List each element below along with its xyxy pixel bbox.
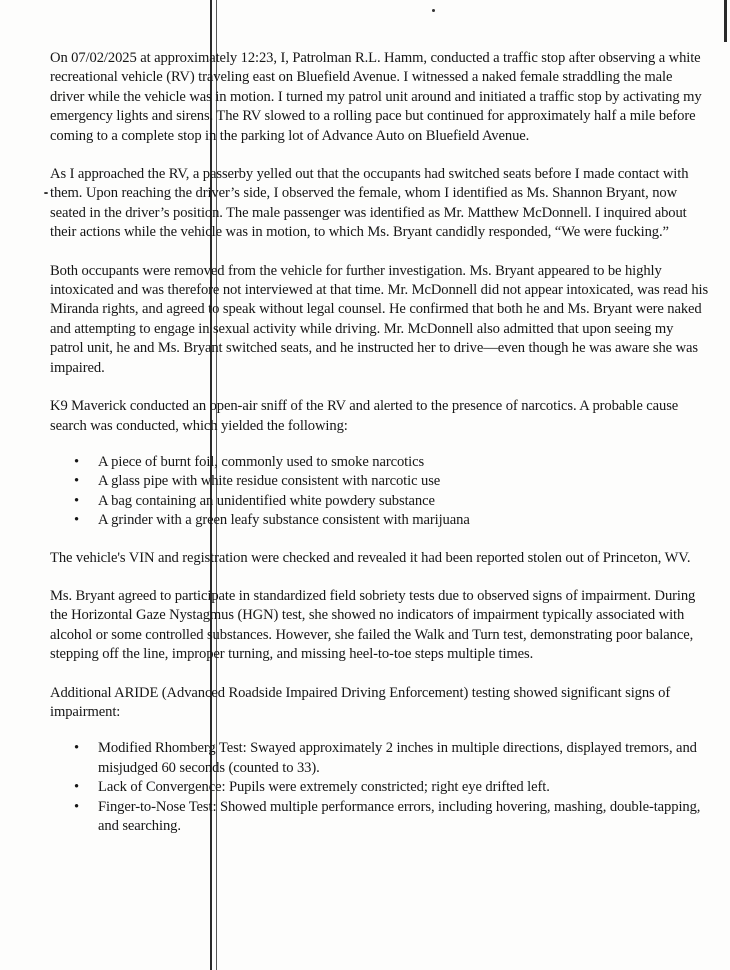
list-item (50, 472, 710, 491)
bullet-icon: • (74, 453, 80, 470)
list-item-text: A bag containing an unidentified white powdery substance (98, 492, 435, 509)
list-item-text: Modified Rhomberg Test: Swayed approximately 2 inches in multiple directions, displayed tremors, and misjudged 60 seconds (counted to 33). (98, 740, 697, 776)
list-item-text: Lack of Convergence: Pupils were extremely constricted; right eye drifted left. (98, 779, 550, 796)
paragraph-k9-search: K9 Maverick conducted an open-air sniff of the RV and alerted to the presence of narcotics. A probable cause search was conducted, which yielded the following: (50, 398, 679, 434)
scan-speck (44, 192, 48, 194)
scan-edge-mark (724, 0, 727, 42)
bullet-icon: • (74, 740, 80, 757)
bullet-icon: • (74, 798, 80, 815)
bullet-icon: • (74, 473, 80, 490)
evidence-list (50, 453, 710, 531)
list-item-text: Finger-to-Nose Test: Showed multiple performance errors, including hovering, mashing, double-tapping, and searching. (98, 798, 701, 834)
list-item (50, 778, 710, 797)
aride-results-list (50, 739, 710, 836)
list-item-text: A grinder with a green leafy substance consistent with marijuana (98, 512, 470, 529)
list-item-text: A glass pipe with white residue consistent with narcotic use (98, 473, 441, 490)
bullet-icon: • (74, 512, 80, 529)
bullet-icon: • (74, 492, 80, 509)
list-item (50, 511, 710, 530)
list-item (50, 739, 710, 778)
paragraph-occupants: Both occupants were removed from the vehicle for further investigation. Ms. Bryant appeared to be highly intoxicated and was therefore not interviewed at that time. Mr. McDonnell did not appear intoxicated, was read his Miranda rights, and agreed to speak without legal counsel. He confirmed that both he and Ms. Bryant were naked and attempting to engage in sexual activity while driving. Mr. McDonnell also admitted that upon seeing my patrol unit, he and Ms. Bryant switched seats, and he instructed her to drive—even though he was aware she was impaired. (50, 262, 709, 376)
list-item-text: A piece of burnt foil, commonly used to smoke narcotics (98, 453, 425, 470)
list-item (50, 798, 710, 837)
paragraph-vehicle-stolen: The vehicle's VIN and registration were checked and revealed it had been reported stolen out of Princeton, WV. (50, 549, 691, 566)
paragraph-approach: As I approached the RV, a passerby yelled out that the occupants had switched seats before I made contact with them. Upon reaching the driver’s side, I observed the female, whom I identified as Ms. Shannon Bryant, now seated in the driver’s position. The male passenger was identified as Mr. Matthew McDonnell. I inquired about their actions while the vehicle was in motion, to which Ms. Bryant candidly responded, “We were fucking.” (50, 166, 689, 241)
bullet-icon: • (74, 779, 80, 796)
paragraph-traffic-stop: On 07/02/2025 at approximately 12:23, I, Patrolman R.L. Hamm, conducted a traffic stop after observing a white recreational vehicle (RV) traveling east on Bluefield Avenue. I witnessed a naked female straddling the male driver while the vehicle was in motion. I turned my patrol unit around and initiated a traffic stop by activating my emergency lights and sirens. The RV slowed to a rolling pace but continued for approximately half a mile before coming to a complete stop in the parking lot of Advance Auto on Bluefield Avenue. (50, 50, 702, 144)
list-item (50, 453, 710, 472)
paragraph-aride: Additional ARIDE (Advanced Roadside Impaired Driving Enforcement) testing showed significant signs of impairment: (50, 684, 671, 720)
scan-speck (432, 9, 435, 12)
list-item (50, 492, 710, 511)
report-body (50, 49, 710, 854)
paragraph-field-sobriety: Ms. Bryant agreed to participate in standardized field sobriety tests due to observed signs of impairment. During the Horizontal Gaze Nystagmus (HGN) test, she showed no indicators of impairment typically associated with alcohol or some controlled substances. However, she failed the Walk and Turn test, demonstrating poor balance, stepping off the line, improper turning, and missing heel-to-toe steps multiple times. (50, 587, 696, 663)
